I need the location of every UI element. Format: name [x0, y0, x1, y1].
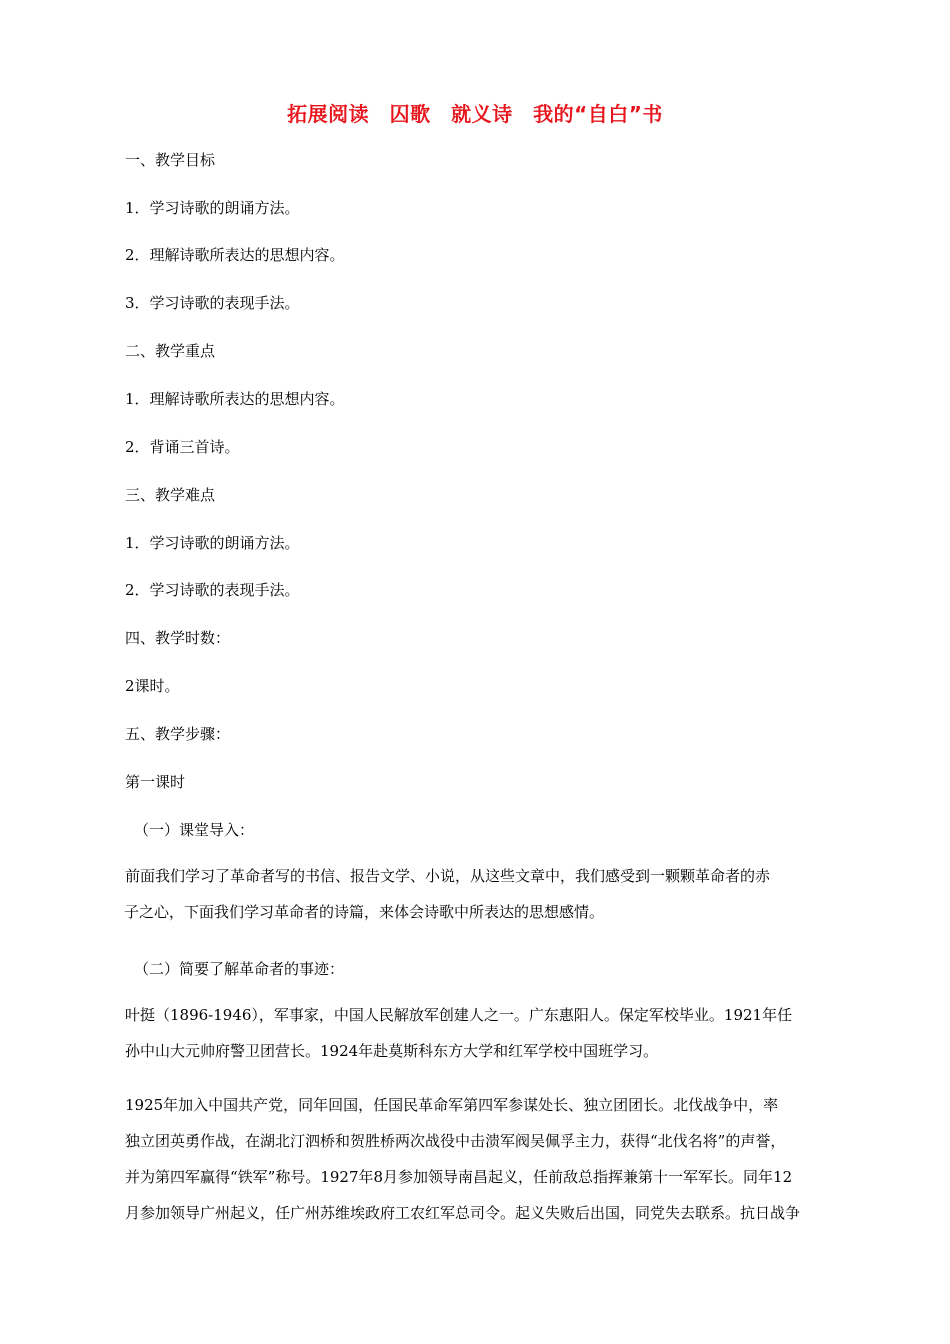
biography-paragraph-line: 独立团英勇作战，在湖北汀泗桥和贺胜桥两次战役中击溃军阀吴佩孚主力，获得“北伐名将”的声誉，	[125, 1132, 786, 1150]
hours-value: 2课时。	[125, 677, 180, 695]
difficulty-item-2: 2．学习诗歌的表现手法。	[125, 581, 300, 599]
section-heading-key-points: 二、教学重点	[125, 342, 216, 360]
step-heading-biography: （二）简要了解革命者的事迹：	[134, 960, 345, 978]
section-heading-difficulties: 三、教学难点	[125, 486, 216, 504]
biography-paragraph-line: 并为第四军赢得“铁军”称号。1927年8月参加领导南昌起义，任前敌总指挥兼第十一军军长。同年12	[125, 1168, 793, 1186]
objective-item-1: 1．学习诗歌的朗诵方法。	[125, 199, 300, 217]
lesson-heading: 第一课时	[125, 773, 186, 791]
section-heading-objectives: 一、教学目标	[125, 151, 216, 169]
difficulty-item-1: 1．学习诗歌的朗诵方法。	[125, 534, 300, 552]
key-point-item-1: 1．理解诗歌所表达的思想内容。	[125, 390, 345, 408]
biography-paragraph-line: 孙中山大元帅府警卫团营长。1924年赴莫斯科东方大学和红军学校中国班学习。	[125, 1042, 659, 1060]
intro-paragraph-line: 前面我们学习了革命者写的书信、报告文学、小说，从这些文章中，我们感受到一颗颗革命者的赤	[125, 867, 771, 885]
objective-item-3: 3．学习诗歌的表现手法。	[125, 294, 300, 312]
biography-paragraph-line: 1925年加入中国共产党，同年回国，任国民革命军第四军参谋处长、独立团团长。北伐战争中，率	[125, 1096, 779, 1114]
step-heading-intro: （一）课堂导入：	[134, 821, 255, 839]
objective-item-2: 2．理解诗歌所表达的思想内容。	[125, 246, 345, 264]
intro-paragraph-line: 子之心，下面我们学习革命者的诗篇，来体会诗歌中所表达的思想感情。	[124, 903, 605, 921]
biography-paragraph-1	[125, 997, 860, 1069]
key-point-item-2: 2．背诵三首诗。	[125, 438, 240, 456]
intro-paragraph	[125, 858, 860, 930]
section-heading-hours: 四、教学时数：	[125, 629, 231, 647]
document-title: 拓展阅读 囚歌 就义诗 我的“自白”书	[287, 102, 663, 126]
biography-paragraph-line: 月参加领导广州起义，任广州苏维埃政府工农红军总司令。起义失败后出国，同党失去联系。抗日战争	[125, 1204, 801, 1222]
biography-paragraph-2	[125, 1087, 860, 1231]
biography-paragraph-line: 叶挺（1896-1946），军事家，中国人民解放军创建人之一。广东惠阳人。保定军校毕业。1921年任	[125, 1006, 793, 1024]
section-heading-steps: 五、教学步骤：	[125, 725, 231, 743]
